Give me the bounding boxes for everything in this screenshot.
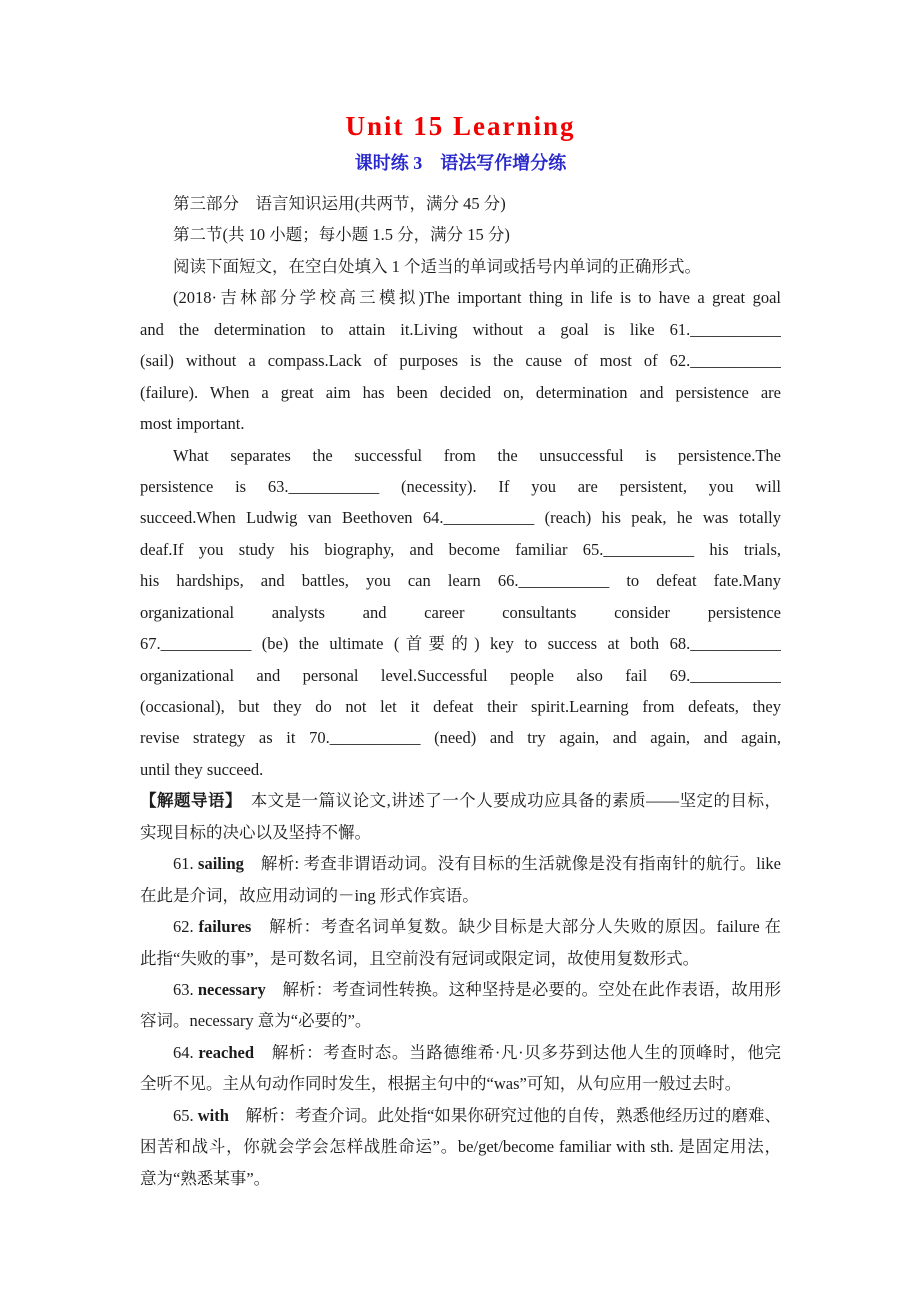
- text-segment: 63.: [173, 979, 198, 999]
- passage-line: [140, 408, 781, 439]
- passage-line-blank-67-68: [140, 628, 781, 659]
- text-segment: succeed.When Ludwig van Beethoven 64.___________ (reach) his peak, he was totally: [140, 508, 781, 528]
- passage-line: [140, 691, 781, 722]
- answer-line-61: [140, 848, 781, 879]
- lesson-subtitle: 课时练 3 语法写作增分练: [354, 153, 567, 173]
- answer-line-65-cont: [140, 1163, 781, 1194]
- text-segment: 解析：考查词性转换。这种坚持是必要的。空处在此作表语，故用形: [265, 979, 781, 999]
- text-segment: revise strategy as it 70.___________ (need) and try again, and again, and again,: [140, 728, 781, 748]
- text-segment: (2018·吉林部分学校高三模拟)The important thing in life is to have a great goal: [173, 288, 781, 308]
- passage-line: [140, 377, 781, 408]
- passage-line-blank-69: [140, 660, 781, 691]
- text-segment: 67.___________ (be) the ultimate (首要的) key to success at both 68.___________: [140, 634, 781, 654]
- text-segment: 解析：考查介词。此处指“如果你研究过他的自传，熟悉他经历过的磨难、: [228, 1105, 781, 1125]
- answer-line-62-cont: [140, 943, 781, 974]
- document-lines: [140, 188, 781, 1194]
- answer-word: necessary: [197, 979, 266, 999]
- answer-line-65: [140, 1100, 781, 1131]
- passage-line-blank-62: [140, 345, 781, 376]
- text-segment: 阅读下面短文，在空白处填入 1 个适当的单词或括号内单词的正确形式。: [173, 256, 701, 276]
- answer-word: 【解题导语】: [140, 791, 234, 811]
- text-segment: 解析：考查时态。当路德维希·凡·贝多芬到达他人生的顶峰时，他完: [254, 1042, 781, 1062]
- guide-line: [140, 785, 781, 816]
- passage-line-blank-66: [140, 565, 781, 596]
- text-segment: 解析：考查名词单复数。缺少目标是大部分人失败的原因。failure 在: [251, 917, 781, 937]
- text-segment: (sail) without a compass.Lack of purposes is the cause of most of 62.___________: [140, 351, 781, 371]
- text-segment: his hardships, and battles, you can learn 66.___________ to defeat fate.Many: [140, 571, 781, 591]
- section-heading: [140, 219, 781, 250]
- text-segment: until they succeed.: [140, 759, 264, 779]
- text-segment: 第三部分 语言知识运用(共两节，满分 45 分): [173, 194, 506, 213]
- answer-line-61-cont: [140, 880, 781, 911]
- answer-word: sailing: [198, 854, 244, 874]
- text-segment: organizational analysts and career consultants consider persistence: [140, 602, 781, 622]
- guide-line: [140, 817, 781, 848]
- text-segment: 全听不见。主从句动作同时发生，根据主句中的“was”可知，从句应用一般过去时。: [140, 1074, 742, 1094]
- passage-line: [140, 282, 781, 313]
- passage-line-blank-65: [140, 534, 781, 565]
- answer-line-63-cont: [140, 1005, 781, 1036]
- passage-line: [140, 440, 781, 471]
- text-segment: most important.: [140, 414, 245, 434]
- answer-line-64: [140, 1037, 781, 1068]
- passage-line-blank-63: [140, 471, 781, 502]
- answer-word: reached: [198, 1042, 255, 1062]
- text-segment: organizational and personal level.Successful people also fail 69.___________: [140, 665, 781, 685]
- text-segment: (occasional), but they do not let it defeat their spirit.Learning from defeats, they: [140, 697, 781, 716]
- text-segment: 困苦和战斗，你就会学会怎样战胜命运”。be/get/become familiar with sth. 是固定用法，: [140, 1137, 781, 1157]
- section-part-heading: [140, 188, 781, 219]
- text-segment: 在此是介词，故应用动词的－ing 形式作宾语。: [140, 885, 479, 905]
- text-segment: 实现目标的决心以及坚持不懈。: [140, 822, 371, 842]
- text-segment: 64.: [173, 1042, 199, 1062]
- text-segment: What separates the successful from the unsuccessful is persistence.The: [173, 445, 781, 465]
- text-segment: 65.: [173, 1105, 198, 1125]
- answer-word: failures: [198, 917, 252, 937]
- text-segment: 62.: [173, 917, 199, 937]
- answer-word: with: [197, 1105, 229, 1125]
- text-segment: 本文是一篇议论文,讲述了一个人要成功应具备的素质——坚定的目标，: [233, 791, 781, 811]
- answer-line-64-cont: [140, 1068, 781, 1099]
- answer-line-65-cont: [140, 1131, 781, 1162]
- text-segment: 61.: [173, 854, 199, 874]
- answer-line-62: [140, 911, 781, 942]
- text-segment: persistence is 63.___________ (necessity). If you are persistent, you will: [140, 476, 781, 496]
- text-segment: and the determination to attain it.Living without a goal is like 61.___________: [140, 319, 781, 339]
- unit-title: Unit 15 Learning: [345, 111, 576, 141]
- instructions-line: [140, 251, 781, 282]
- text-segment: 此指“失败的事”，是可数名词，且空前没有冠词或限定词，故使用复数形式。: [140, 948, 700, 968]
- passage-line: [140, 754, 781, 785]
- passage-line-blank-70: [140, 722, 781, 753]
- passage-line: [140, 597, 781, 628]
- answer-line-63: [140, 974, 781, 1005]
- text-segment: (failure). When a great aim has been decided on, determination and persistence are: [140, 382, 781, 402]
- text-segment: 意为“熟悉某事”。: [140, 1168, 271, 1188]
- passage-line-blank-61: [140, 314, 781, 345]
- text-segment: 解析: 考查非谓语动词。没有目标的生活就像是没有指南针的航行。like: [243, 854, 781, 874]
- text-segment: 容词。necessary 意为“必要的”。: [140, 1011, 372, 1031]
- text-segment: deaf.If you study his biography, and become familiar 65.___________ his trials,: [140, 539, 781, 559]
- passage-line-blank-64: [140, 502, 781, 533]
- document-content: [140, 106, 781, 1194]
- text-segment: 第二节(共 10 小题；每小题 1.5 分，满分 15 分): [173, 225, 510, 245]
